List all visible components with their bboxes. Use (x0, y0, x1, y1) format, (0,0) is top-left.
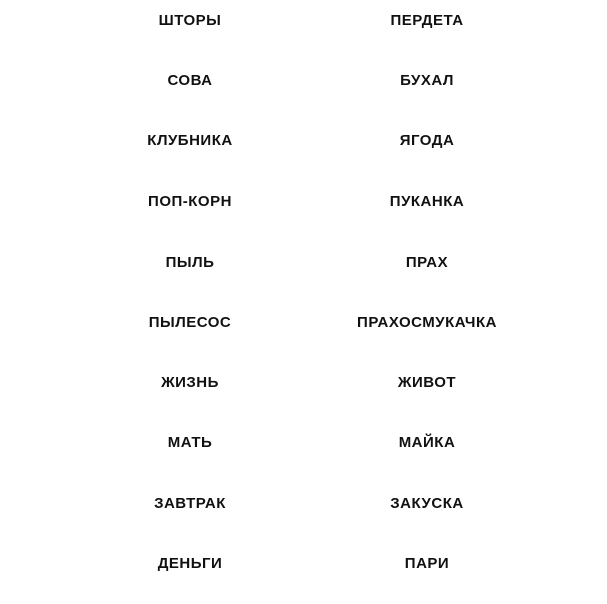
word-pair-row (0, 492, 607, 516)
bulgarian-word: ПРАХОСМУКАЧКА (357, 314, 497, 331)
bulgarian-word: ЯГОДА (399, 132, 455, 149)
bulgarian-word: БУХАЛ (400, 72, 454, 89)
bulgarian-word: ПУКАНКА (389, 193, 465, 210)
bulgarian-word: ПРАХ (405, 254, 449, 271)
bulgarian-word: ПАРИ (404, 555, 450, 572)
word-pair-row (0, 9, 607, 33)
russian-word: МАТЬ (167, 434, 213, 451)
russian-word: ЗАВТРАК (154, 495, 226, 512)
russian-word: ПОП-КОРН (148, 193, 232, 210)
word-pair-row (0, 431, 607, 455)
russian-word: СОВА (167, 72, 213, 89)
russian-word: ШТОРЫ (158, 12, 222, 29)
word-pair-row (0, 251, 607, 275)
word-pair-row (0, 129, 607, 153)
russian-word: ПЫЛЬ (165, 254, 215, 271)
russian-word: ДЕНЬГИ (157, 555, 223, 572)
word-pair-row (0, 552, 607, 576)
word-pair-row (0, 69, 607, 93)
russian-word: ПЫЛЕСОС (148, 314, 232, 331)
russian-word: КЛУБНИКА (147, 132, 233, 149)
bulgarian-word: ЗАКУСКА (390, 495, 464, 512)
word-pair-row (0, 190, 607, 214)
word-pair-row (0, 371, 607, 395)
bulgarian-word: ПЕРДЕТА (390, 12, 464, 29)
word-pair-row (0, 311, 607, 335)
bulgarian-word: МАЙКА (398, 434, 456, 451)
russian-word: ЖИЗНЬ (161, 374, 219, 391)
bulgarian-word: ЖИВОТ (397, 374, 457, 391)
